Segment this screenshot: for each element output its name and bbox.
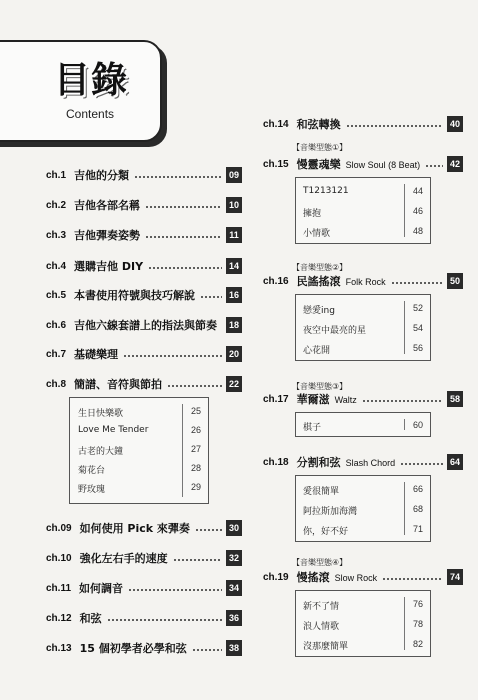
song-page: 44	[412, 186, 423, 196]
chapter-title-zh: 民謠搖滾	[296, 275, 341, 288]
toc-entry-ch6[interactable]	[46, 316, 242, 334]
leader-dots	[192, 649, 222, 651]
leader-dots	[148, 267, 222, 269]
page-number-badge: 18	[226, 317, 242, 333]
chapter-title-zh: 分割和弦	[296, 456, 341, 469]
chapter-title: 吉他的分類	[74, 169, 130, 182]
leader-dots	[173, 559, 222, 561]
page-number-badge: 38	[226, 640, 242, 656]
toc-entry-ch11[interactable]	[46, 579, 242, 597]
chapter-title: 吉他彈奏姿勢	[74, 229, 141, 242]
toc-entry-ch12[interactable]	[46, 609, 242, 627]
music-style-tag: 【音樂型態④】	[292, 558, 348, 567]
toc-entry-ch18[interactable]	[263, 453, 463, 471]
song-item[interactable]: Love Me Tender	[78, 425, 149, 435]
leader-dots	[145, 206, 222, 208]
page-number-badge: 32	[226, 550, 242, 566]
chapter-title-en: Waltz	[334, 395, 357, 405]
song-item[interactable]: 小情歌	[303, 229, 331, 239]
toc-entry-ch19[interactable]	[263, 568, 463, 586]
chapter-title	[297, 273, 386, 289]
leader-dots	[123, 355, 222, 357]
song-item[interactable]: 擁抱	[303, 209, 322, 219]
toc-entry-ch13[interactable]	[46, 639, 242, 657]
chapter-title-en: Folk Rock	[345, 277, 386, 287]
page-title: 目錄	[54, 60, 129, 101]
song-page: 56	[412, 343, 423, 353]
leader-dots	[200, 296, 222, 298]
leader-dots	[128, 589, 222, 591]
song-page: 78	[412, 619, 423, 629]
chapter-title	[297, 454, 396, 470]
leader-dots	[400, 463, 443, 465]
chapter-number: ch.19	[263, 571, 289, 583]
ch15-song-list	[295, 177, 431, 244]
page-number-badge: 10	[226, 197, 242, 213]
ch16-song-list	[295, 294, 431, 361]
page-number-badge: 64	[447, 454, 463, 470]
chapter-number: ch.15	[263, 158, 289, 170]
song-page: 46	[412, 206, 423, 216]
chapter-title: 選購吉他 DIY	[74, 260, 144, 273]
song-page: 52	[412, 303, 423, 313]
song-item[interactable]: T1213121	[303, 186, 349, 196]
chapter-title: 簡譜、音符與節拍	[74, 378, 163, 391]
toc-entry-ch7[interactable]	[46, 345, 242, 363]
page-number-badge: 20	[226, 346, 242, 362]
chapter-number: ch.5	[46, 289, 67, 301]
song-page: 26	[190, 425, 201, 435]
chapter-number: ch.09	[46, 522, 72, 534]
song-item[interactable]: 心花開	[303, 346, 331, 356]
toc-entry-ch16[interactable]	[263, 272, 463, 290]
music-style-tag: 【音樂型態①】	[292, 143, 348, 152]
page-number-badge: 42	[447, 156, 463, 172]
chapter-title: 如何調音	[79, 582, 124, 595]
toc-entry-ch14[interactable]	[263, 115, 463, 133]
song-item[interactable]: 新不了情	[303, 602, 340, 612]
page-number-badge: 09	[226, 167, 242, 183]
page-number-badge: 40	[447, 116, 463, 132]
song-page: 60	[412, 420, 423, 430]
chapter-number: ch.8	[46, 378, 67, 390]
chapter-number: ch.4	[46, 260, 67, 272]
chapter-title-en: Slash Chord	[345, 458, 396, 468]
song-page: 76	[412, 599, 423, 609]
toc-entry-ch09[interactable]	[46, 519, 242, 537]
ch8-song-list	[69, 397, 209, 504]
chapter-title: 15 個初學者必學和弦	[79, 642, 187, 655]
song-item[interactable]: 浪人情歌	[303, 622, 340, 632]
chapter-title-en: Slow Rock	[334, 573, 378, 583]
chapter-title-en: Slow Soul (8 Beat)	[345, 160, 421, 170]
chapter-title: 和弦	[79, 612, 102, 625]
toc-entry-ch2[interactable]	[46, 196, 242, 214]
leader-dots	[107, 619, 222, 621]
chapter-title: 強化左右手的速度	[79, 552, 168, 565]
page-number-badge: 16	[226, 287, 242, 303]
song-page: 68	[412, 504, 423, 514]
song-item[interactable]: 沒那麼簡單	[303, 642, 349, 652]
song-page: 29	[190, 482, 201, 492]
song-page: 28	[190, 463, 201, 473]
leader-dots	[425, 165, 443, 167]
toc-entry-ch3[interactable]	[46, 226, 242, 244]
toc-entry-ch1[interactable]	[46, 166, 242, 184]
chapter-number: ch.1	[46, 169, 67, 181]
chapter-title-zh: 慢搖滾	[296, 571, 330, 584]
chapter-title: 和弦轉換	[296, 118, 341, 131]
chapter-number: ch.3	[46, 229, 67, 241]
leader-dots	[362, 400, 443, 402]
music-style-tag: 【音樂型態②】	[292, 263, 348, 272]
song-item[interactable]: 古老的大鐘	[78, 447, 124, 457]
page-number-badge: 36	[226, 610, 242, 626]
toc-entry-ch10[interactable]	[46, 549, 242, 567]
song-item[interactable]: 菊花台	[78, 466, 106, 476]
chapter-title	[297, 569, 378, 585]
song-item[interactable]: 阿拉斯加海灣	[303, 507, 358, 517]
song-item[interactable]: 夜空中最亮的星	[303, 326, 367, 336]
chapter-number: ch.14	[263, 118, 289, 130]
page-number-badge: 34	[226, 580, 242, 596]
toc-entry-ch15[interactable]	[263, 155, 463, 173]
page-number-badge: 58	[447, 391, 463, 407]
ch19-song-list	[295, 590, 431, 657]
song-page: 27	[190, 444, 201, 454]
chapter-title: 本書使用符號與技巧解說	[74, 289, 196, 302]
song-item[interactable]: 野玫瑰	[78, 485, 106, 495]
leader-dots	[346, 125, 443, 127]
chapter-number: ch.12	[46, 612, 72, 624]
page-number-badge: 50	[447, 273, 463, 289]
music-style-tag: 【音樂型態③】	[292, 382, 348, 391]
song-item[interactable]: 棋子	[303, 423, 322, 433]
ch18-song-list	[295, 475, 431, 542]
leader-dots	[134, 176, 222, 178]
chapter-number: ch.7	[46, 348, 67, 360]
song-page: 71	[412, 524, 423, 534]
chapter-title: 吉他六線套譜上的指法與節奏	[74, 319, 218, 332]
chapter-title: 如何使用 Pick 來彈奏	[79, 522, 190, 535]
chapter-number: ch.11	[46, 582, 72, 594]
chapter-title	[297, 391, 357, 407]
toc-entry-ch4[interactable]	[46, 257, 242, 275]
chapter-title: 吉他各部名稱	[74, 199, 141, 212]
leader-dots	[145, 236, 222, 238]
chapter-number: ch.6	[46, 319, 67, 331]
song-item[interactable]: 戀愛ing	[303, 306, 335, 316]
chapter-title-zh: 慢靈魂樂	[296, 158, 341, 171]
toc-entry-ch5[interactable]	[46, 286, 242, 304]
song-page: 66	[412, 484, 423, 494]
chapter-number: ch.17	[263, 393, 289, 405]
page-number-badge: 14	[226, 258, 242, 274]
leader-dots	[391, 282, 443, 284]
toc-entry-ch8[interactable]	[46, 375, 242, 393]
song-item[interactable]: 你，好不好	[303, 527, 349, 537]
leader-dots	[195, 529, 222, 531]
song-item[interactable]: 生日快樂歌	[78, 409, 124, 419]
ch17-song-list	[295, 412, 431, 437]
page-number-badge: 11	[226, 227, 242, 243]
leader-dots	[167, 385, 222, 387]
page-number-badge: 22	[226, 376, 242, 392]
song-item[interactable]: 愛很簡單	[303, 487, 340, 497]
chapter-title	[297, 156, 421, 172]
chapter-number: ch.10	[46, 552, 72, 564]
chapter-number: ch.13	[46, 642, 72, 654]
song-page: 54	[412, 323, 423, 333]
toc-entry-ch17[interactable]	[263, 390, 463, 408]
page-subtitle: Contents	[66, 107, 115, 121]
leader-dots	[382, 578, 443, 580]
song-page: 25	[190, 406, 201, 416]
page-number-badge: 30	[226, 520, 242, 536]
chapter-title: 基礎樂理	[74, 348, 119, 361]
title-tab	[0, 40, 162, 142]
chapter-number: ch.18	[263, 456, 289, 468]
page-number-badge: 74	[447, 569, 463, 585]
song-page: 48	[412, 226, 423, 236]
chapter-number: ch.2	[46, 199, 67, 211]
song-page: 82	[412, 639, 423, 649]
chapter-title-zh: 華爾滋	[296, 393, 330, 406]
chapter-number: ch.16	[263, 275, 289, 287]
